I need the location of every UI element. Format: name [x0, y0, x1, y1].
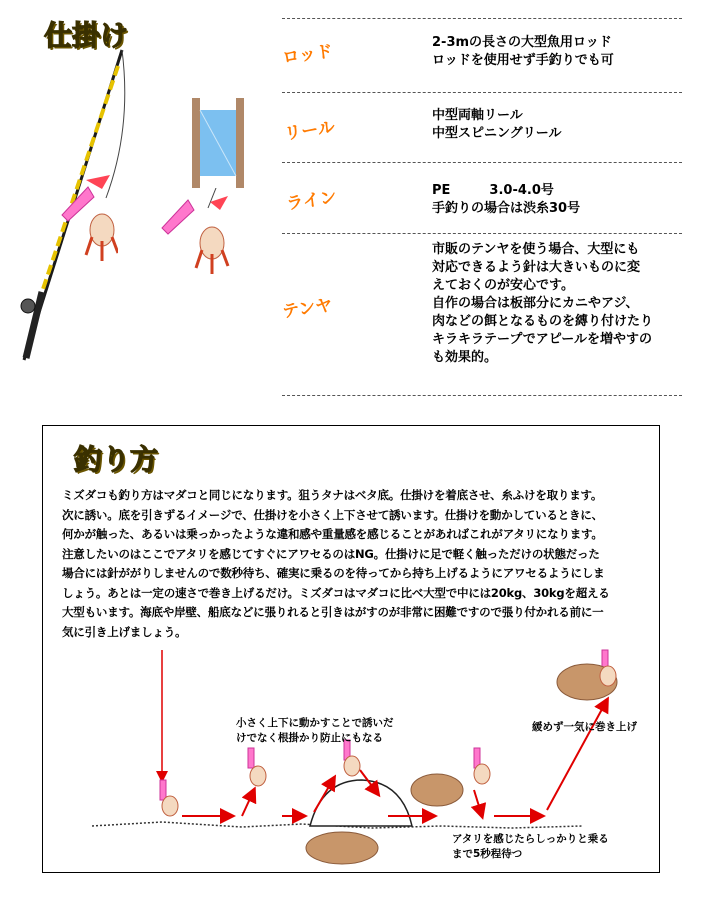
label-reel: リール	[283, 117, 337, 145]
desc-rod: 2-3mの長さの大型魚用ロッド ロッドを使用せず手釣りでも可	[432, 35, 614, 68]
label-rod: ロッド	[281, 41, 335, 69]
divider	[282, 92, 682, 93]
note-wait: アタリを感じたらしっかりと乗る まで5秒程待つ	[452, 833, 609, 860]
method-paragraph: ミズダコも釣り方はマダコと同じになります。狙うタナはベタ底。仕掛けを着底させ、糸ふけを取ります。次に誘い。底を引きずるイメージで、仕掛けを小さく上下させて誘います。仕掛けを動かしているときに、何かが触った、あるいは乗っかったような違和感や重量感を感じることがあればこれがアタリになります。注意したいのはここでアタリを感じてすぐにアワセるのはNG。仕掛けに足で軽く触っただけの状態だった場合には針ががりしませんので数秒待ち、確実に乗るのを待ってから持ち上げるようにアワセるようにしましょう。あとは一定の速さで巻き上げるだけ。ミズダコはマダコに比べ大型で中には20kg、30kgを超える大型もいます。海底や岸壁、船底などに張りれると引きはがすのが非常に困難ですので張り付かれる前に一気に引き上げましょう。	[62, 488, 610, 639]
desc-reel: 中型両軸リール 中型スピニングリール	[432, 108, 562, 141]
note-reel-up: 緩めず一気に巻き上げ	[532, 721, 637, 733]
desc-line: PE 3.0-4.0号 手釣りの場合は渋糸30号	[432, 183, 581, 216]
divider	[282, 162, 682, 163]
label-tenya: テンヤ	[281, 295, 334, 323]
label-line: ライン	[285, 187, 338, 215]
note-lure-action: 小さく上下に動かすことで誘いだ けでなく根掛かり防止にもなる	[236, 717, 394, 744]
section-title-tsurikata: 釣り方	[74, 443, 159, 476]
lure-icon-2	[158, 188, 238, 278]
divider	[282, 395, 682, 396]
lure-icon	[58, 175, 118, 265]
reel-spool-icon	[190, 98, 250, 188]
divider	[282, 18, 682, 19]
section-title-shikake: 仕掛け	[44, 19, 129, 52]
desc-tenya: 市販のテンヤを使う場合、大型にも 対応できるよう針は大きいものに変 えておくのが安心です。 自作の場合は板部分にカニやアジ、 肉などの餌となるものを縛り付けたり キラキラテープでアピールを増やすの も効果的。	[432, 242, 654, 365]
divider	[282, 233, 682, 234]
